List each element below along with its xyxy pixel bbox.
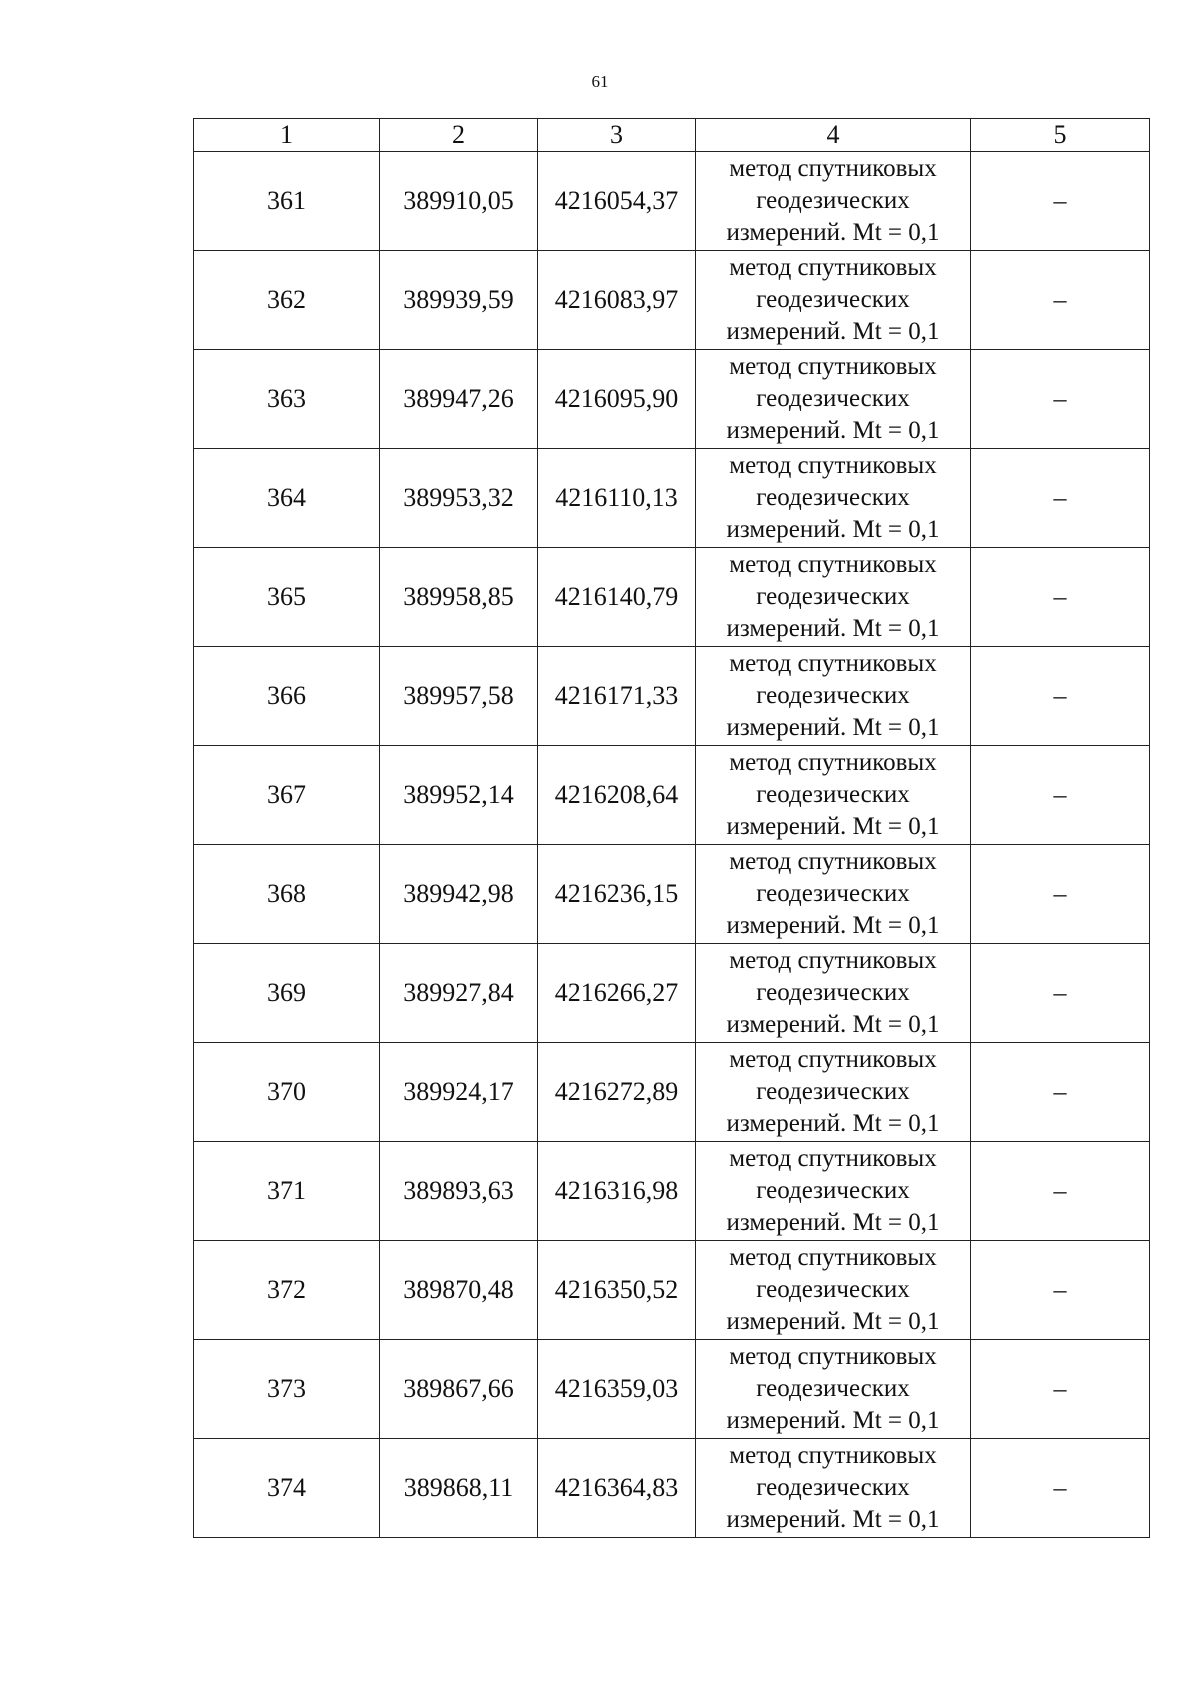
y-coordinate: 4216208,64 bbox=[538, 746, 696, 845]
method-line: измерений. Mt = 0,1 bbox=[726, 1407, 940, 1434]
method-line: геодезических bbox=[756, 1177, 910, 1204]
method-line: измерений. Mt = 0,1 bbox=[726, 615, 940, 642]
method-line: измерений. Mt = 0,1 bbox=[726, 1209, 940, 1236]
method-line: метод спутниковых bbox=[729, 1343, 937, 1370]
method-line: измерений. Mt = 0,1 bbox=[726, 1308, 940, 1335]
point-number: 363 bbox=[194, 350, 380, 449]
method-description bbox=[696, 449, 971, 548]
note-cell: – bbox=[971, 251, 1150, 350]
y-coordinate: 4216364,83 bbox=[538, 1439, 696, 1538]
note-cell: – bbox=[971, 845, 1150, 944]
note-cell: – bbox=[971, 944, 1150, 1043]
table-row bbox=[194, 1439, 1150, 1538]
y-coordinate: 4216359,03 bbox=[538, 1340, 696, 1439]
table-row bbox=[194, 845, 1150, 944]
method-description bbox=[696, 1043, 971, 1142]
method-line: метод спутниковых bbox=[729, 947, 937, 974]
x-coordinate: 389924,17 bbox=[380, 1043, 538, 1142]
y-coordinate: 4216054,37 bbox=[538, 152, 696, 251]
method-description bbox=[696, 647, 971, 746]
y-coordinate: 4216171,33 bbox=[538, 647, 696, 746]
header-cell-2: 2 bbox=[380, 119, 538, 152]
x-coordinate: 389939,59 bbox=[380, 251, 538, 350]
method-description bbox=[696, 152, 971, 251]
point-number: 371 bbox=[194, 1142, 380, 1241]
x-coordinate: 389953,32 bbox=[380, 449, 538, 548]
table-row bbox=[194, 251, 1150, 350]
method-line: метод спутниковых bbox=[729, 1244, 937, 1271]
method-line: метод спутниковых bbox=[729, 1442, 937, 1469]
x-coordinate: 389868,11 bbox=[380, 1439, 538, 1538]
point-number: 361 bbox=[194, 152, 380, 251]
point-number: 374 bbox=[194, 1439, 380, 1538]
method-line: геодезических bbox=[756, 1276, 910, 1303]
method-line: измерений. Mt = 0,1 bbox=[726, 1011, 940, 1038]
y-coordinate: 4216083,97 bbox=[538, 251, 696, 350]
point-number: 367 bbox=[194, 746, 380, 845]
x-coordinate: 389870,48 bbox=[380, 1241, 538, 1340]
method-line: метод спутниковых bbox=[729, 155, 937, 182]
y-coordinate: 4216266,27 bbox=[538, 944, 696, 1043]
method-description bbox=[696, 350, 971, 449]
table-row bbox=[194, 1241, 1150, 1340]
note-cell: – bbox=[971, 1043, 1150, 1142]
x-coordinate: 389952,14 bbox=[380, 746, 538, 845]
header-cell-3: 3 bbox=[538, 119, 696, 152]
method-line: метод спутниковых bbox=[729, 650, 937, 677]
method-description bbox=[696, 1241, 971, 1340]
method-description bbox=[696, 1340, 971, 1439]
table-row bbox=[194, 449, 1150, 548]
y-coordinate: 4216095,90 bbox=[538, 350, 696, 449]
note-cell: – bbox=[971, 449, 1150, 548]
table-row bbox=[194, 647, 1150, 746]
method-line: геодезических bbox=[756, 1375, 910, 1402]
x-coordinate: 389927,84 bbox=[380, 944, 538, 1043]
method-description bbox=[696, 746, 971, 845]
point-number: 365 bbox=[194, 548, 380, 647]
method-line: геодезических bbox=[756, 583, 910, 610]
header-cell-5: 5 bbox=[971, 119, 1150, 152]
method-line: метод спутниковых bbox=[729, 1145, 937, 1172]
x-coordinate: 389957,58 bbox=[380, 647, 538, 746]
table-row bbox=[194, 1340, 1150, 1439]
note-cell: – bbox=[971, 1439, 1150, 1538]
x-coordinate: 389942,98 bbox=[380, 845, 538, 944]
point-number: 362 bbox=[194, 251, 380, 350]
method-line: геодезических bbox=[756, 484, 910, 511]
coordinates-table bbox=[193, 118, 1150, 1538]
point-number: 368 bbox=[194, 845, 380, 944]
table-row bbox=[194, 350, 1150, 449]
point-number: 373 bbox=[194, 1340, 380, 1439]
note-cell: – bbox=[971, 1340, 1150, 1439]
method-line: измерений. Mt = 0,1 bbox=[726, 813, 940, 840]
method-description bbox=[696, 1142, 971, 1241]
header-row bbox=[194, 119, 1150, 152]
point-number: 369 bbox=[194, 944, 380, 1043]
method-line: измерений. Mt = 0,1 bbox=[726, 318, 940, 345]
table-row bbox=[194, 1043, 1150, 1142]
method-line: метод спутниковых bbox=[729, 749, 937, 776]
method-line: измерений. Mt = 0,1 bbox=[726, 714, 940, 741]
note-cell: – bbox=[971, 1241, 1150, 1340]
table-row bbox=[194, 1142, 1150, 1241]
method-line: измерений. Mt = 0,1 bbox=[726, 516, 940, 543]
point-number: 366 bbox=[194, 647, 380, 746]
table-row bbox=[194, 152, 1150, 251]
method-line: метод спутниковых bbox=[729, 452, 937, 479]
header-cell-4: 4 bbox=[696, 119, 971, 152]
method-description bbox=[696, 845, 971, 944]
point-number: 364 bbox=[194, 449, 380, 548]
method-line: измерений. Mt = 0,1 bbox=[726, 1110, 940, 1137]
note-cell: – bbox=[971, 1142, 1150, 1241]
method-description bbox=[696, 548, 971, 647]
note-cell: – bbox=[971, 350, 1150, 449]
page-number: 61 bbox=[591, 72, 609, 91]
method-description bbox=[696, 944, 971, 1043]
header-cell-1: 1 bbox=[194, 119, 380, 152]
method-line: метод спутниковых bbox=[729, 551, 937, 578]
method-line: метод спутниковых bbox=[729, 254, 937, 281]
note-cell: – bbox=[971, 647, 1150, 746]
x-coordinate: 389910,05 bbox=[380, 152, 538, 251]
method-line: геодезических bbox=[756, 979, 910, 1006]
y-coordinate: 4216110,13 bbox=[538, 449, 696, 548]
y-coordinate: 4216236,15 bbox=[538, 845, 696, 944]
x-coordinate: 389893,63 bbox=[380, 1142, 538, 1241]
method-line: измерений. Mt = 0,1 bbox=[726, 417, 940, 444]
y-coordinate: 4216272,89 bbox=[538, 1043, 696, 1142]
x-coordinate: 389958,85 bbox=[380, 548, 538, 647]
method-line: метод спутниковых bbox=[729, 848, 937, 875]
method-line: метод спутниковых bbox=[729, 1046, 937, 1073]
method-line: метод спутниковых bbox=[729, 353, 937, 380]
method-line: геодезических bbox=[756, 1078, 910, 1105]
point-number: 372 bbox=[194, 1241, 380, 1340]
note-cell: – bbox=[971, 746, 1150, 845]
note-cell: – bbox=[971, 548, 1150, 647]
method-line: геодезических bbox=[756, 1474, 910, 1501]
y-coordinate: 4216140,79 bbox=[538, 548, 696, 647]
x-coordinate: 389947,26 bbox=[380, 350, 538, 449]
method-description bbox=[696, 1439, 971, 1538]
method-line: геодезических bbox=[756, 286, 910, 313]
y-coordinate: 4216350,52 bbox=[538, 1241, 696, 1340]
point-number: 370 bbox=[194, 1043, 380, 1142]
note-cell: – bbox=[971, 152, 1150, 251]
method-line: геодезических bbox=[756, 385, 910, 412]
y-coordinate: 4216316,98 bbox=[538, 1142, 696, 1241]
x-coordinate: 389867,66 bbox=[380, 1340, 538, 1439]
method-line: измерений. Mt = 0,1 bbox=[726, 219, 940, 246]
method-line: геодезических bbox=[756, 880, 910, 907]
method-line: геодезических bbox=[756, 187, 910, 214]
method-line: измерений. Mt = 0,1 bbox=[726, 1506, 940, 1533]
method-line: геодезических bbox=[756, 781, 910, 808]
method-line: измерений. Mt = 0,1 bbox=[726, 912, 940, 939]
table-row bbox=[194, 548, 1150, 647]
table-row bbox=[194, 746, 1150, 845]
method-description bbox=[696, 251, 971, 350]
table-row bbox=[194, 944, 1150, 1043]
method-line: геодезических bbox=[756, 682, 910, 709]
